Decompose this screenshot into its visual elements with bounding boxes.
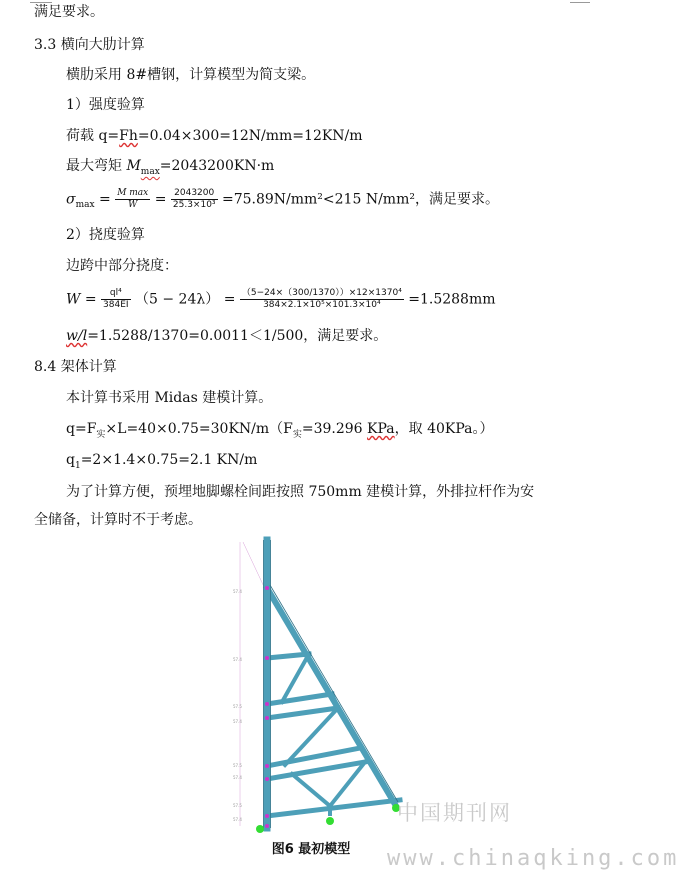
fraction-ql4: $\frac{\text{ql⁴}}{384EI}$ [103,288,129,310]
subheading-deflection: 2）挠度验算 [66,227,145,243]
subheading-strength: 1）强度验算 [66,97,145,113]
truss-members [267,540,400,828]
header-rule-left [30,2,52,3]
svg-text:57.5: 57.5 [233,704,242,709]
truss-model-figure [230,536,410,836]
watermark-cn: 中国期刊网 [397,801,512,825]
support-node [256,825,264,833]
load-formula: 荷载 q=Fh=0.04×300=12N/mm=12KN/m [66,128,363,144]
deflection-formula: W = $\frac{\text{ql⁴}}{384EI}$ （5 − 24λ） = $\frac{\text{（5−24×（300/1370））×12×1370⁴}}{\text{384×2.1×10⁵×101.3×10⁴}}$ =1.5288mm [66,288,496,310]
fraction-deflection-value: $\frac{\text{（5−24×（300/1370））×12×1370⁴}}{\text{384×2.1×10⁵×101.3×10⁴}}$ [241,288,402,310]
text-line: 全储备，计算时不于考虑。 [34,512,202,528]
watermark-url: www.chinaqking.com [387,846,679,871]
text-line: 横肋采用 8#槽钢，计算模型为简支梁。 [66,67,316,83]
load-q-line: $q=F_实\times L=40\times 0.75=30KN/m(F_实=39.296$ KPa，取 40KPa。） [66,421,494,440]
dimension-labels [233,589,242,822]
svg-text:57.4: 57.4 [233,719,242,724]
support-node [326,817,334,825]
svg-text:57.5: 57.5 [233,803,242,808]
svg-text:57.4: 57.4 [233,657,242,662]
text-line: 本计算书采用 Midas 建模计算。 [66,390,273,406]
header-rule-right [570,2,590,3]
member-outlines [264,540,399,828]
ratio-line: w/l=1.5288/1370=0.0011＜1/500，满足要求。 [66,328,388,344]
section-heading-8-4: 8.4 架体计算 [34,359,117,375]
text-line: 满足要求。 [34,4,104,20]
text-line: 边跨中部分挠度： [66,258,178,274]
load-q1-line: $q_1=2\times 1.4\times 0.75=2.1$ KN/m [66,452,258,471]
text-line: 为了计算方便，预埋地脚螺栓间距按照 750mm 建模计算，外排拉杆作为安 [66,484,535,500]
dimension-guides [240,542,266,826]
fraction-stress-value: $\frac{2043200}{\text{25.3×10³}}$ [172,188,216,210]
moment-formula: 最大弯矩 $M_{max}=2043200KN\cdot m$ [66,158,275,177]
svg-text:57.4: 57.4 [233,775,242,780]
svg-text:57.4: 57.4 [233,817,242,822]
stress-formula: $\sigma_{max}$ = $\frac{\text{M max}}{W}$ = $\frac{2043200}{\text{25.3×10³}}$ =75.89N/mm²<215 N/mm²，满足要求。 [66,188,499,211]
svg-text:57.5: 57.5 [233,763,242,768]
svg-text:57.4: 57.4 [233,589,242,594]
section-heading-3-3: 3.3 横向大肋计算 [34,37,145,53]
figure-caption: 图6 最初模型 [271,842,351,857]
fraction-m-over-w: $\frac{\text{M max}}{W}$ [117,188,149,210]
